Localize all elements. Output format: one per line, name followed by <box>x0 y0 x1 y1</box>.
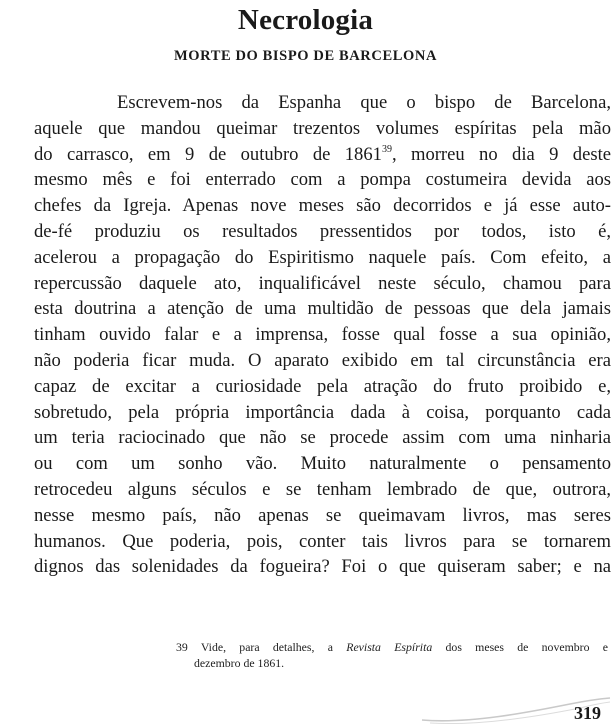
body-line: esta doutrina a atenção de uma multidão de pessoas que dela jamais <box>34 298 611 320</box>
footnote-reference: 39 <box>381 143 392 155</box>
body-line: de-fé produziu os resultados pressentidos por todos, isto é, <box>34 220 611 242</box>
footnote-italic-title: Revista Espírita <box>346 640 433 654</box>
body-line: repercussão daquele ato, inqualificável neste século, chamou para <box>34 272 611 294</box>
body-line: humanos. Que poderia, pois, conter tais livros para se tornarem <box>34 530 611 552</box>
footnote <box>176 640 608 671</box>
footnote-line: dezembro de 1861. <box>194 655 285 670</box>
footnote-line: 39 Vide, para detalhes, a Revista Espírita dos meses de novembro e <box>176 640 608 654</box>
body-line: do carrasco, em 9 de outubro de 1861$^{39}$, morreu no dia 9 deste <box>34 143 611 165</box>
body-line: um teria raciocinado que não se procede assim com uma ninharia <box>34 427 611 449</box>
footnote-number: 39 <box>176 640 188 654</box>
page-number: 319 <box>574 703 601 723</box>
body-line: retrocedeu alguns séculos e se tenham lembrado de que, outrora, <box>34 478 611 500</box>
body-line: acelerou a propagação do Espiritismo naquele país. Com efeito, a <box>34 246 611 268</box>
body-line: chefes da Igreja. Apenas nove meses são decorridos e já esse auto- <box>34 195 611 217</box>
body-line: Escrevem-nos da Espanha que o bispo de Barcelona, <box>117 92 611 113</box>
body-line: tinham ouvido falar e a imprensa, fosse qual fosse a sua opinião, <box>34 324 611 346</box>
body-line: ou com um sonho vão. Muito naturalmente o pensamento <box>34 453 611 475</box>
body-line: sobretudo, pela própria importância dada à coisa, porquanto cada <box>34 401 611 423</box>
body-line: aquele que mandou queimar trezentos volumes espíritas pela mão <box>34 117 611 139</box>
body-line: não poderia ficar muda. O aparato exibido em tal circunstância era <box>34 349 611 371</box>
body-text <box>34 90 611 580</box>
chapter-title: Necrologia <box>237 4 374 36</box>
body-line: nesse mesmo país, não apenas se queimavam livros, mas seres <box>34 504 611 526</box>
body-line: mesmo mês e foi enterrado com a pompa costumeira devida aos <box>34 169 611 191</box>
body-line: dignos das solenidades da fogueira? Foi o que quiseram saber; e na <box>34 556 611 578</box>
body-line: capaz de excitar a curiosidade pela atração do fruto proibido e, <box>34 375 611 397</box>
chapter-subtitle: MORTE DO BISPO DE BARCELONA <box>173 48 438 64</box>
